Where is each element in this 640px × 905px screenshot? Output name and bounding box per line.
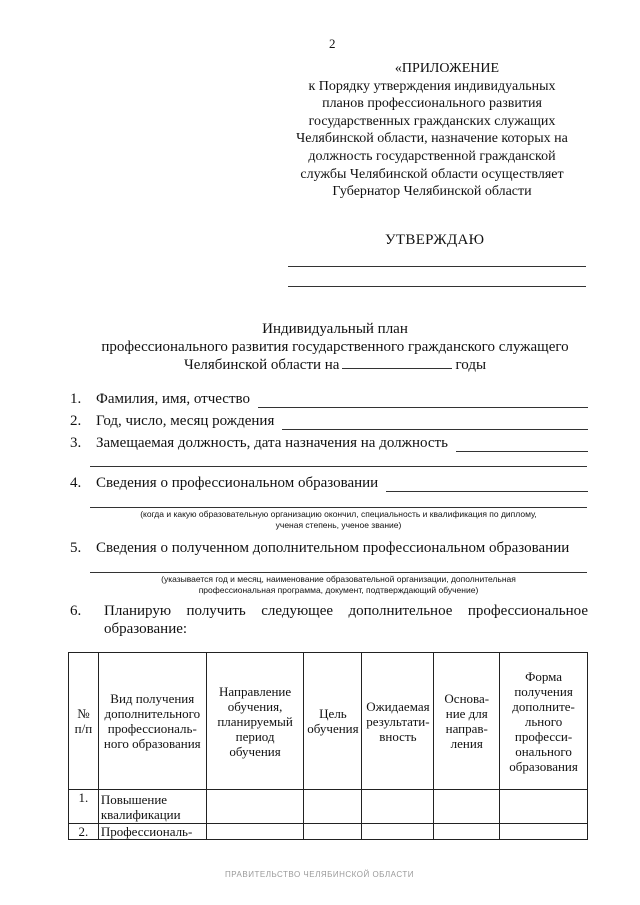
note-line: (когда и какую образовательную организацию окончил, специальность и квалификация по диплому, [140,509,537,519]
note-line: (указывается год и месяц, наименование образовательной организации, дополнительная [161,574,516,584]
title-line: Индивидуальный план [262,321,408,337]
table-row [69,790,588,824]
table-cell [434,824,500,840]
row-type: Повышение квалификации [98,790,206,824]
continuation-line [90,507,587,508]
title-line [90,356,580,374]
table-cell [500,824,588,840]
education-plan-table [68,652,588,840]
item-number: 5. [70,540,82,556]
table-header-row [69,653,588,790]
appendix-line: к Порядку утверждения индивидуальных [308,78,556,94]
row-number: 2. [69,824,99,840]
table-cell [304,824,362,840]
appendix-block [262,60,602,201]
col-header-form: Форма получения дополните-льного професси-онального образования [500,653,588,790]
table-cell [206,790,304,824]
appendix-heading: «ПРИЛОЖЕНИЕ [394,61,500,76]
col-header-number: № п/п [69,653,99,790]
appendix-line: должность государственной гражданской [308,148,556,164]
appendix-line: службы Челябинской области осуществляет [300,166,564,182]
table-cell [362,824,434,840]
item-label: Год, число, месяц рождения [96,413,275,429]
col-header-direction: Направление обучения, планируемый период обучения [206,653,304,790]
item-number: 4. [70,475,82,491]
note-line: профессиональная программа, документ, подтверждающий обучение) [198,585,479,595]
item-number: 2. [70,413,82,429]
item4-note [90,509,587,531]
signature-line [288,266,586,267]
table-cell [434,790,500,824]
item6-line2: образование: [104,621,188,637]
table-cell [304,790,362,824]
col-header-basis: Основа-ние для направ-ления [434,653,500,790]
continuation-line [90,466,587,467]
form-item-3 [70,434,588,452]
fill-line [386,477,588,492]
item-label: Сведения о профессиональном образовании [96,475,379,491]
row-type: Профессиональ- [98,824,206,840]
fill-line [282,415,588,430]
item6-line1: Планирую получить следующее дополнительное профессиональное [104,603,588,619]
page-number: 2 [329,36,336,51]
title-suffix: годы [455,357,487,373]
years-blank [342,356,452,369]
item-number: 1. [70,391,82,407]
title-prefix: Челябинской области на [183,357,340,373]
fill-line [456,437,588,452]
appendix-line: Губернатор Челябинской области [332,184,532,200]
item-number: 6. [70,603,82,619]
approve-label: УТВЕРЖДАЮ [385,232,485,248]
appendix-line: Челябинской области, назначение которых на [296,131,568,147]
item5-note [90,574,587,596]
title-line: профессионального развития государственного гражданского служащего [101,339,569,355]
row-number: 1. [69,790,99,824]
col-header-type: Вид получения дополнительного профессиональ-ного образования [98,653,206,790]
form-item-1 [70,390,588,408]
table-cell [500,790,588,824]
col-header-result: Ожидаемая результати-вность [362,653,434,790]
appendix-line: государственных гражданских служащих [308,113,556,129]
table-cell [206,824,304,840]
form-item-5 [70,539,588,557]
table-row [69,824,588,840]
item-number: 3. [70,435,82,451]
footer-watermark: ПРАВИТЕЛЬСТВО ЧЕЛЯБИНСКОЙ ОБЛАСТИ [225,870,414,879]
col-header-goal: Цель обучения [304,653,362,790]
item-label: Замещаемая должность, дата назначения на должность [96,435,448,451]
item-label: Фамилия, имя, отчество [96,391,250,407]
form-item-2 [70,412,588,430]
continuation-line [90,572,587,573]
fill-line [258,393,588,408]
document-title [90,320,580,374]
note-line: ученая степень, ученое звание) [275,520,402,530]
signature-line [288,286,586,287]
item-label: Сведения о полученном дополнительном профессиональном образовании [96,540,570,556]
appendix-line: планов профессионального развития [322,96,542,112]
table-cell [362,790,434,824]
form-item-4 [70,474,588,492]
